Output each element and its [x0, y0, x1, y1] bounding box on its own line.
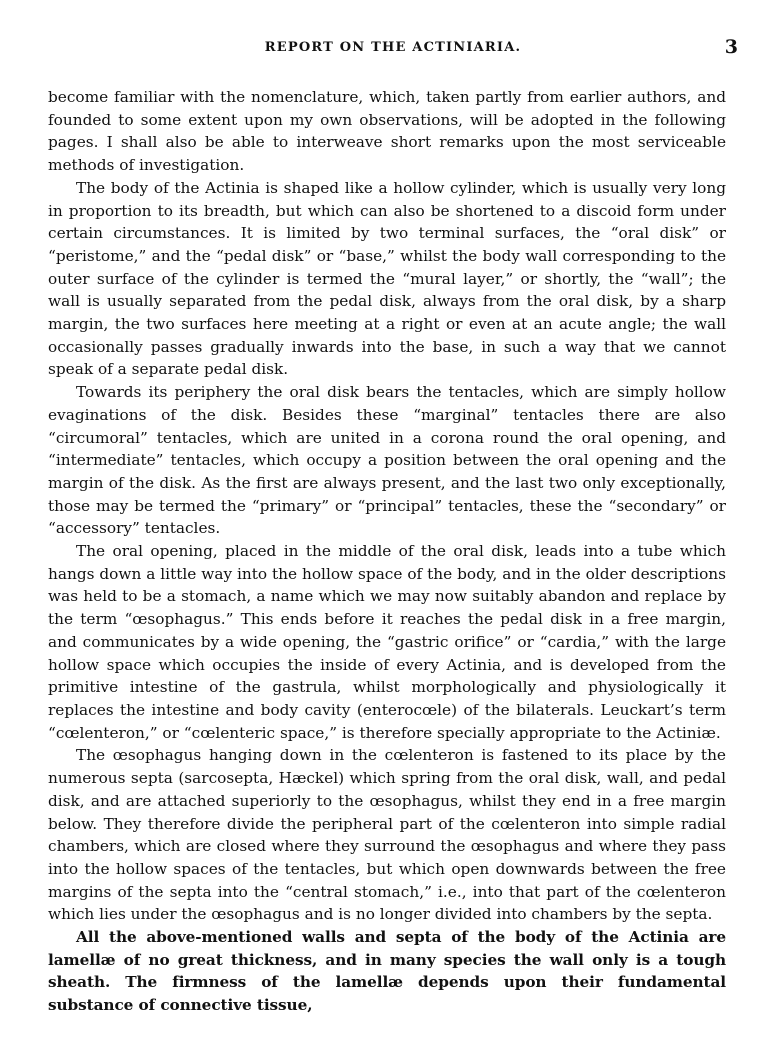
paragraph-septa: The œsophagus hanging down in the cœlenteron is fastened to its place by the numerous septa (sarcosepta, Hæckel) which spring from the oral disk, wall, and pedal disk, and are attached superiorly to the œsophagus, whilst they end in a free margin below. They therefore divide the peripheral part of the cœlenteron into simple radial chambers, which are closed where they surround the œsophagus and where they pass into the hollow spaces of the tentacles, but which open downwards between the free margins of the septa into the “central stomach,” i.e., into that part of the cœlenteron which lies under the œsophagus and is no longer divided into chambers by the septa. [48, 746, 726, 924]
body-text [48, 86, 726, 1017]
paragraph-oral-opening: The oral opening, placed in the middle of the oral disk, leads into a tube which hangs down a little way into the hollow space of the body, and in the older descriptions was held to be a stomach, a name which we may now suitably abandon and replace by the term “œsophagus.” This ends before it reaches the pedal disk in a free margin, and communicates by a wide opening, the “gastric orifice” or “cardia,” with the large hollow space which occupies the inside of every Actinia, and is developed from the primitive intestine of the gastrula, whilst morphologically and physiologically it replaces the intestine and body cavity (enterocœle) of the bilaterals. Leuckart’s term “cœlenteron,” or “cœlenteric space,” is therefore specially appropriate to the Actiniæ. [48, 542, 726, 742]
paragraph-continued: become familiar with the nomenclature, which, taken partly from earlier authors, and founded to some extent upon my own observations, will be adopted in the following pages. I shall also be able to interweave short remarks upon the most serviceable methods of investigation. [48, 88, 726, 175]
running-title: REPORT ON THE ACTINIARIA. [264, 40, 522, 55]
running-header [48, 36, 738, 64]
paragraph-body-shape: The body of the Actinia is shaped like a hollow cylinder, which is usually very long in proportion to its breadth, but which can also be shortened to a discoid form under certain circumstances. It is limited by two terminal surfaces, the “oral disk” or “peristome,” and the “pedal disk” or “base,” whilst the body wall corresponding to the outer surface of the cylinder is termed the “mural layer,” or shortly, the “wall”; the wall is usually separated from the pedal disk, always from the oral disk, by a sharp margin, the two surfaces here meeting at a right or even at an acute angle; the wall occasionally passes gradually inwards into the base, in such a way that we cannot speak of a separate pedal disk. [48, 178, 726, 379]
paragraph-lamellae: All the above-mentioned walls and septa of the body of the Actinia are lamellæ of no great thickness, and in many species the wall only is a tough sheath. The firmness of the lamellæ depends upon their fundamental substance of connective tissue, [48, 928, 726, 1015]
paragraph-tentacles: Towards its periphery the oral disk bears the tentacles, which are simply hollow evaginations of the disk. Besides these “marginal” tentacles there are also “circumoral” tentacles, which are united in a corona round the oral opening, and “intermediate” tentacles, which occupy a position between the oral opening and the margin of the disk. As the first are always present, and the last two only exceptionally, those may be termed the “primary” or “principal” tentacles, these the “secondary” or “accessory” tentacles. [48, 383, 726, 538]
page-number: 3 [724, 36, 738, 58]
